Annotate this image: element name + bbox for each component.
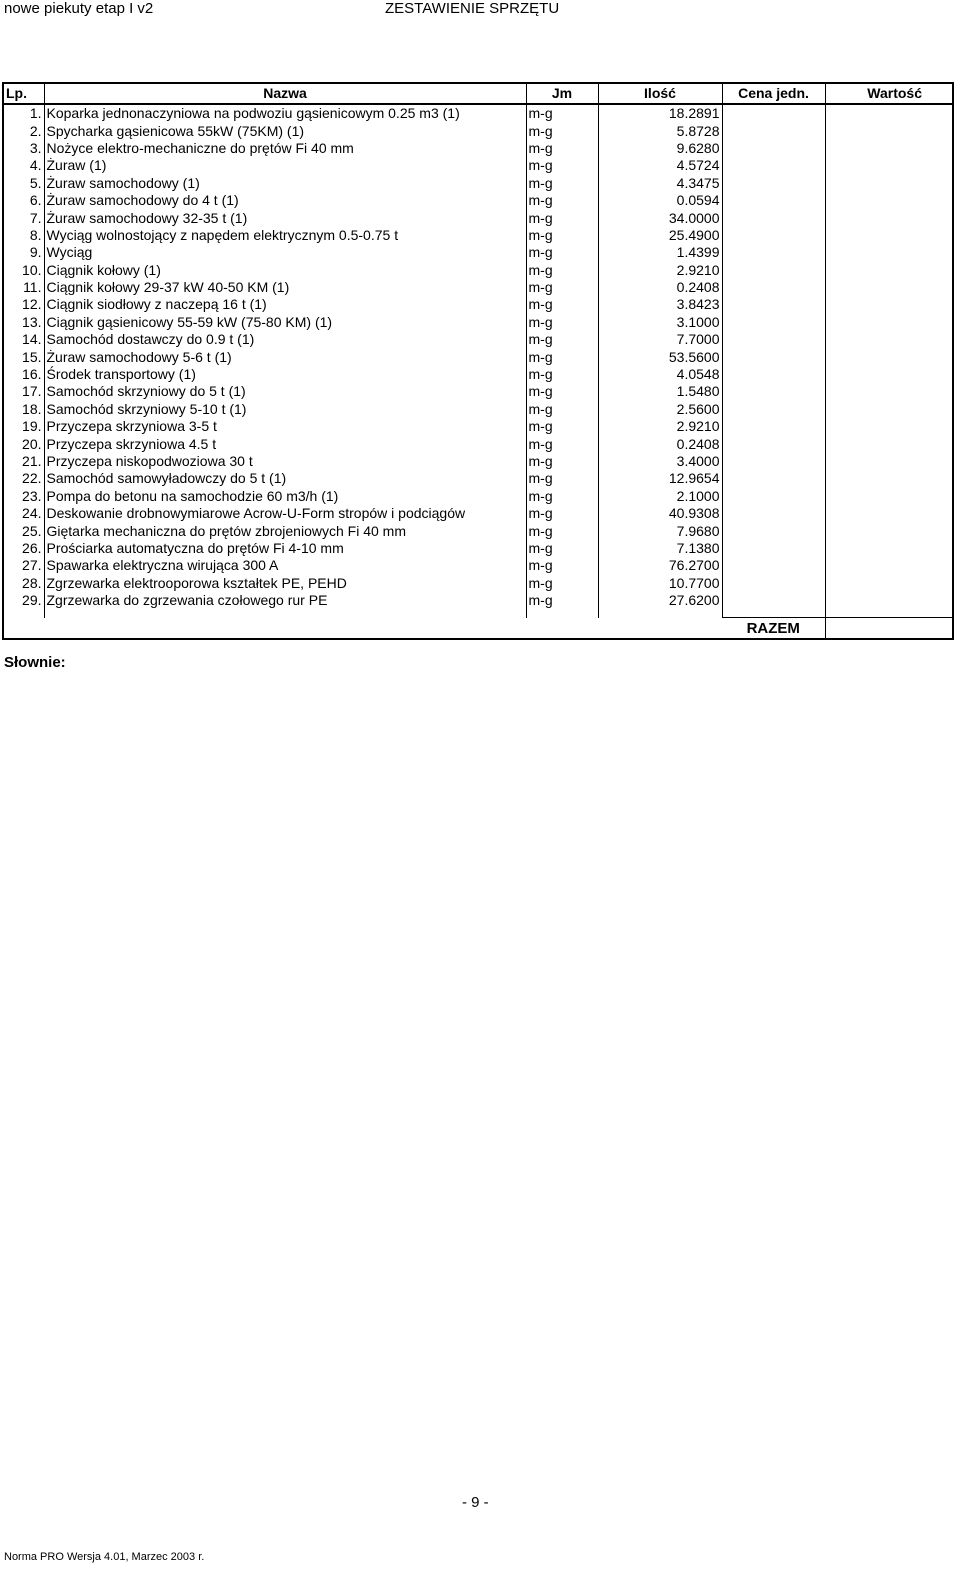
table-row	[3, 453, 953, 470]
row-price	[722, 418, 825, 435]
row-price	[722, 262, 825, 279]
row-jm: m-g	[526, 175, 598, 192]
row-jm: m-g	[526, 401, 598, 418]
row-name: Zgrzewarka do zgrzewania czołowego rur PE	[44, 592, 526, 609]
row-qty: 1.4399	[598, 244, 722, 261]
row-value	[825, 522, 953, 539]
table-row	[3, 104, 953, 122]
row-jm: m-g	[526, 279, 598, 296]
row-name: Deskowanie drobnowymiarowe Acrow-U-Form stropów i podciągów	[44, 505, 526, 522]
row-lp: 14.	[3, 331, 44, 348]
row-lp: 27.	[3, 557, 44, 574]
row-price	[722, 296, 825, 313]
row-name: Ciągnik kołowy (1)	[44, 262, 526, 279]
total-label: RAZEM	[722, 618, 825, 640]
table-row	[3, 175, 953, 192]
row-value	[825, 592, 953, 609]
row-name: Żuraw samochodowy 32-35 t (1)	[44, 209, 526, 226]
row-price	[722, 279, 825, 296]
row-qty: 27.6200	[598, 592, 722, 609]
total-row	[3, 618, 953, 640]
row-jm: m-g	[526, 314, 598, 331]
col-header-jm: Jm	[526, 83, 598, 104]
row-jm: m-g	[526, 122, 598, 139]
row-lp: 25.	[3, 522, 44, 539]
row-name: Samochód samowyładowczy do 5 t (1)	[44, 470, 526, 487]
table-row	[3, 348, 953, 365]
row-name: Ciągnik gąsienicowy 55-59 kW (75-80 KM) (1)	[44, 314, 526, 331]
project-name: nowe piekuty etap I v2	[4, 0, 154, 17]
row-value	[825, 418, 953, 435]
row-value	[825, 505, 953, 522]
row-qty: 3.4000	[598, 453, 722, 470]
row-qty: 2.5600	[598, 401, 722, 418]
row-qty: 2.9210	[598, 418, 722, 435]
row-value	[825, 296, 953, 313]
row-price	[722, 157, 825, 174]
row-jm: m-g	[526, 262, 598, 279]
row-qty: 0.2408	[598, 435, 722, 452]
row-jm: m-g	[526, 140, 598, 157]
row-lp: 3.	[3, 140, 44, 157]
row-value	[825, 244, 953, 261]
row-price	[722, 383, 825, 400]
row-lp: 22.	[3, 470, 44, 487]
row-price	[722, 575, 825, 592]
row-price	[722, 314, 825, 331]
row-jm: m-g	[526, 383, 598, 400]
table-row	[3, 401, 953, 418]
row-name: Prościarka automatyczna do prętów Fi 4-10 mm	[44, 540, 526, 557]
row-price	[722, 505, 825, 522]
row-lp: 4.	[3, 157, 44, 174]
row-qty: 76.2700	[598, 557, 722, 574]
row-value	[825, 540, 953, 557]
row-jm: m-g	[526, 540, 598, 557]
row-name: Środek transportowy (1)	[44, 366, 526, 383]
row-qty: 3.8423	[598, 296, 722, 313]
row-price	[722, 366, 825, 383]
table-row	[3, 192, 953, 209]
row-value	[825, 140, 953, 157]
row-lp: 6.	[3, 192, 44, 209]
row-price	[722, 470, 825, 487]
row-price	[722, 401, 825, 418]
table-row	[3, 296, 953, 313]
row-name: Samochód skrzyniowy do 5 t (1)	[44, 383, 526, 400]
row-value	[825, 453, 953, 470]
row-name: Samochód dostawczy do 0.9 t (1)	[44, 331, 526, 348]
row-price	[722, 453, 825, 470]
row-jm: m-g	[526, 435, 598, 452]
row-name: Koparka jednonaczyniowa na podwoziu gąsienicowym 0.25 m3 (1)	[44, 104, 526, 122]
row-value	[825, 331, 953, 348]
row-lp: 24.	[3, 505, 44, 522]
row-qty: 0.0594	[598, 192, 722, 209]
row-jm: m-g	[526, 348, 598, 365]
row-price	[722, 540, 825, 557]
table-row	[3, 592, 953, 609]
row-jm: m-g	[526, 366, 598, 383]
row-qty: 2.1000	[598, 488, 722, 505]
row-qty: 7.1380	[598, 540, 722, 557]
row-qty: 53.5600	[598, 348, 722, 365]
row-lp: 28.	[3, 575, 44, 592]
row-name: Żuraw samochodowy 5-6 t (1)	[44, 348, 526, 365]
row-name: Żuraw samochodowy do 4 t (1)	[44, 192, 526, 209]
row-name: Żuraw samochodowy (1)	[44, 175, 526, 192]
row-qty: 18.2891	[598, 104, 722, 122]
row-lp: 19.	[3, 418, 44, 435]
row-lp: 18.	[3, 401, 44, 418]
row-value	[825, 122, 953, 139]
table-row	[3, 140, 953, 157]
row-name: Zgrzewarka elektrooporowa kształtek PE, PEHD	[44, 575, 526, 592]
table-row	[3, 522, 953, 539]
row-qty: 10.7700	[598, 575, 722, 592]
row-lp: 26.	[3, 540, 44, 557]
row-name: Giętarka mechaniczna do prętów zbrojeniowych Fi 40 mm	[44, 522, 526, 539]
table-row	[3, 505, 953, 522]
row-value	[825, 192, 953, 209]
row-price	[722, 244, 825, 261]
row-value	[825, 383, 953, 400]
table-header-row	[3, 83, 953, 104]
table-row	[3, 488, 953, 505]
table-row	[3, 122, 953, 139]
page-number: - 9 -	[462, 1494, 489, 1511]
row-lp: 11.	[3, 279, 44, 296]
col-header-lp: Lp.	[3, 83, 44, 104]
row-lp: 15.	[3, 348, 44, 365]
row-name: Ciągnik siodłowy z naczepą 16 t (1)	[44, 296, 526, 313]
row-lp: 5.	[3, 175, 44, 192]
row-jm: m-g	[526, 488, 598, 505]
row-jm: m-g	[526, 157, 598, 174]
table-row	[3, 435, 953, 452]
row-jm: m-g	[526, 296, 598, 313]
row-name: Pompa do betonu na samochodzie 60 m3/h (1)	[44, 488, 526, 505]
table-row	[3, 418, 953, 435]
row-jm: m-g	[526, 522, 598, 539]
row-value	[825, 435, 953, 452]
row-lp: 2.	[3, 122, 44, 139]
row-qty: 2.9210	[598, 262, 722, 279]
row-price	[722, 209, 825, 226]
table-row	[3, 244, 953, 261]
table-row	[3, 366, 953, 383]
row-qty: 1.5480	[598, 383, 722, 400]
row-qty: 7.7000	[598, 331, 722, 348]
footer-software-note: Norma PRO Wersja 4.01, Marzec 2003 r.	[4, 1551, 205, 1563]
row-qty: 4.3475	[598, 175, 722, 192]
row-price	[722, 122, 825, 139]
row-jm: m-g	[526, 418, 598, 435]
row-value	[825, 227, 953, 244]
row-qty: 40.9308	[598, 505, 722, 522]
slownie-label: Słownie:	[4, 654, 66, 671]
row-qty: 5.8728	[598, 122, 722, 139]
row-jm: m-g	[526, 104, 598, 122]
row-jm: m-g	[526, 227, 598, 244]
row-jm: m-g	[526, 575, 598, 592]
row-value	[825, 557, 953, 574]
row-name: Wyciąg	[44, 244, 526, 261]
table-row	[3, 262, 953, 279]
row-value	[825, 488, 953, 505]
row-value	[825, 366, 953, 383]
row-lp: 29.	[3, 592, 44, 609]
row-name: Wyciąg wolnostojący z napędem elektrycznym 0.5-0.75 t	[44, 227, 526, 244]
row-price	[722, 435, 825, 452]
row-price	[722, 488, 825, 505]
row-lp: 1.	[3, 104, 44, 122]
table-row	[3, 470, 953, 487]
table-row	[3, 279, 953, 296]
row-jm: m-g	[526, 505, 598, 522]
table-row	[3, 331, 953, 348]
row-value	[825, 470, 953, 487]
row-name: Spycharka gąsienicowa 55kW (75KM) (1)	[44, 122, 526, 139]
equipment-table	[2, 82, 954, 640]
row-value	[825, 104, 953, 122]
row-lp: 7.	[3, 209, 44, 226]
row-jm: m-g	[526, 557, 598, 574]
col-header-value: Wartość	[825, 83, 953, 104]
row-jm: m-g	[526, 244, 598, 261]
row-lp: 9.	[3, 244, 44, 261]
row-price	[722, 522, 825, 539]
row-qty: 7.9680	[598, 522, 722, 539]
row-lp: 8.	[3, 227, 44, 244]
row-price	[722, 140, 825, 157]
table-row	[3, 209, 953, 226]
row-name: Przyczepa niskopodwoziowa 30 t	[44, 453, 526, 470]
row-value	[825, 157, 953, 174]
row-lp: 16.	[3, 366, 44, 383]
row-value	[825, 314, 953, 331]
document-title: ZESTAWIENIE SPRZĘTU	[385, 0, 560, 17]
row-lp: 13.	[3, 314, 44, 331]
row-qty: 4.5724	[598, 157, 722, 174]
row-qty: 34.0000	[598, 209, 722, 226]
row-price	[722, 192, 825, 209]
row-qty: 4.0548	[598, 366, 722, 383]
row-name: Żuraw (1)	[44, 157, 526, 174]
row-qty: 0.2408	[598, 279, 722, 296]
row-name: Ciągnik kołowy 29-37 kW 40-50 KM (1)	[44, 279, 526, 296]
table-row	[3, 157, 953, 174]
row-qty: 25.4900	[598, 227, 722, 244]
row-name: Spawarka elektryczna wirująca 300 A	[44, 557, 526, 574]
row-value	[825, 348, 953, 365]
table-row	[3, 557, 953, 574]
row-name: Samochód skrzyniowy 5-10 t (1)	[44, 401, 526, 418]
row-price	[722, 348, 825, 365]
table-row	[3, 575, 953, 592]
spacer-row	[3, 609, 953, 618]
row-value	[825, 401, 953, 418]
row-value	[825, 209, 953, 226]
table-row	[3, 227, 953, 244]
row-name: Przyczepa skrzyniowa 4.5 t	[44, 435, 526, 452]
col-header-name: Nazwa	[44, 83, 526, 104]
total-value	[825, 618, 953, 640]
col-header-price: Cena jedn.	[722, 83, 825, 104]
row-lp: 20.	[3, 435, 44, 452]
table-row	[3, 383, 953, 400]
row-qty: 3.1000	[598, 314, 722, 331]
row-price	[722, 592, 825, 609]
row-lp: 12.	[3, 296, 44, 313]
row-jm: m-g	[526, 331, 598, 348]
row-name: Nożyce elektro-mechaniczne do prętów Fi 40 mm	[44, 140, 526, 157]
row-lp: 10.	[3, 262, 44, 279]
col-header-qty: Ilość	[598, 83, 722, 104]
row-price	[722, 557, 825, 574]
row-jm: m-g	[526, 192, 598, 209]
row-qty: 12.9654	[598, 470, 722, 487]
row-price	[722, 331, 825, 348]
row-value	[825, 279, 953, 296]
table-row	[3, 314, 953, 331]
row-price	[722, 227, 825, 244]
row-price	[722, 175, 825, 192]
row-jm: m-g	[526, 592, 598, 609]
row-name: Przyczepa skrzyniowa 3-5 t	[44, 418, 526, 435]
row-qty: 9.6280	[598, 140, 722, 157]
row-value	[825, 262, 953, 279]
row-value	[825, 575, 953, 592]
row-lp: 23.	[3, 488, 44, 505]
row-jm: m-g	[526, 209, 598, 226]
row-jm: m-g	[526, 453, 598, 470]
table-row	[3, 540, 953, 557]
row-price	[722, 104, 825, 122]
row-lp: 21.	[3, 453, 44, 470]
row-jm: m-g	[526, 470, 598, 487]
row-lp: 17.	[3, 383, 44, 400]
row-value	[825, 175, 953, 192]
